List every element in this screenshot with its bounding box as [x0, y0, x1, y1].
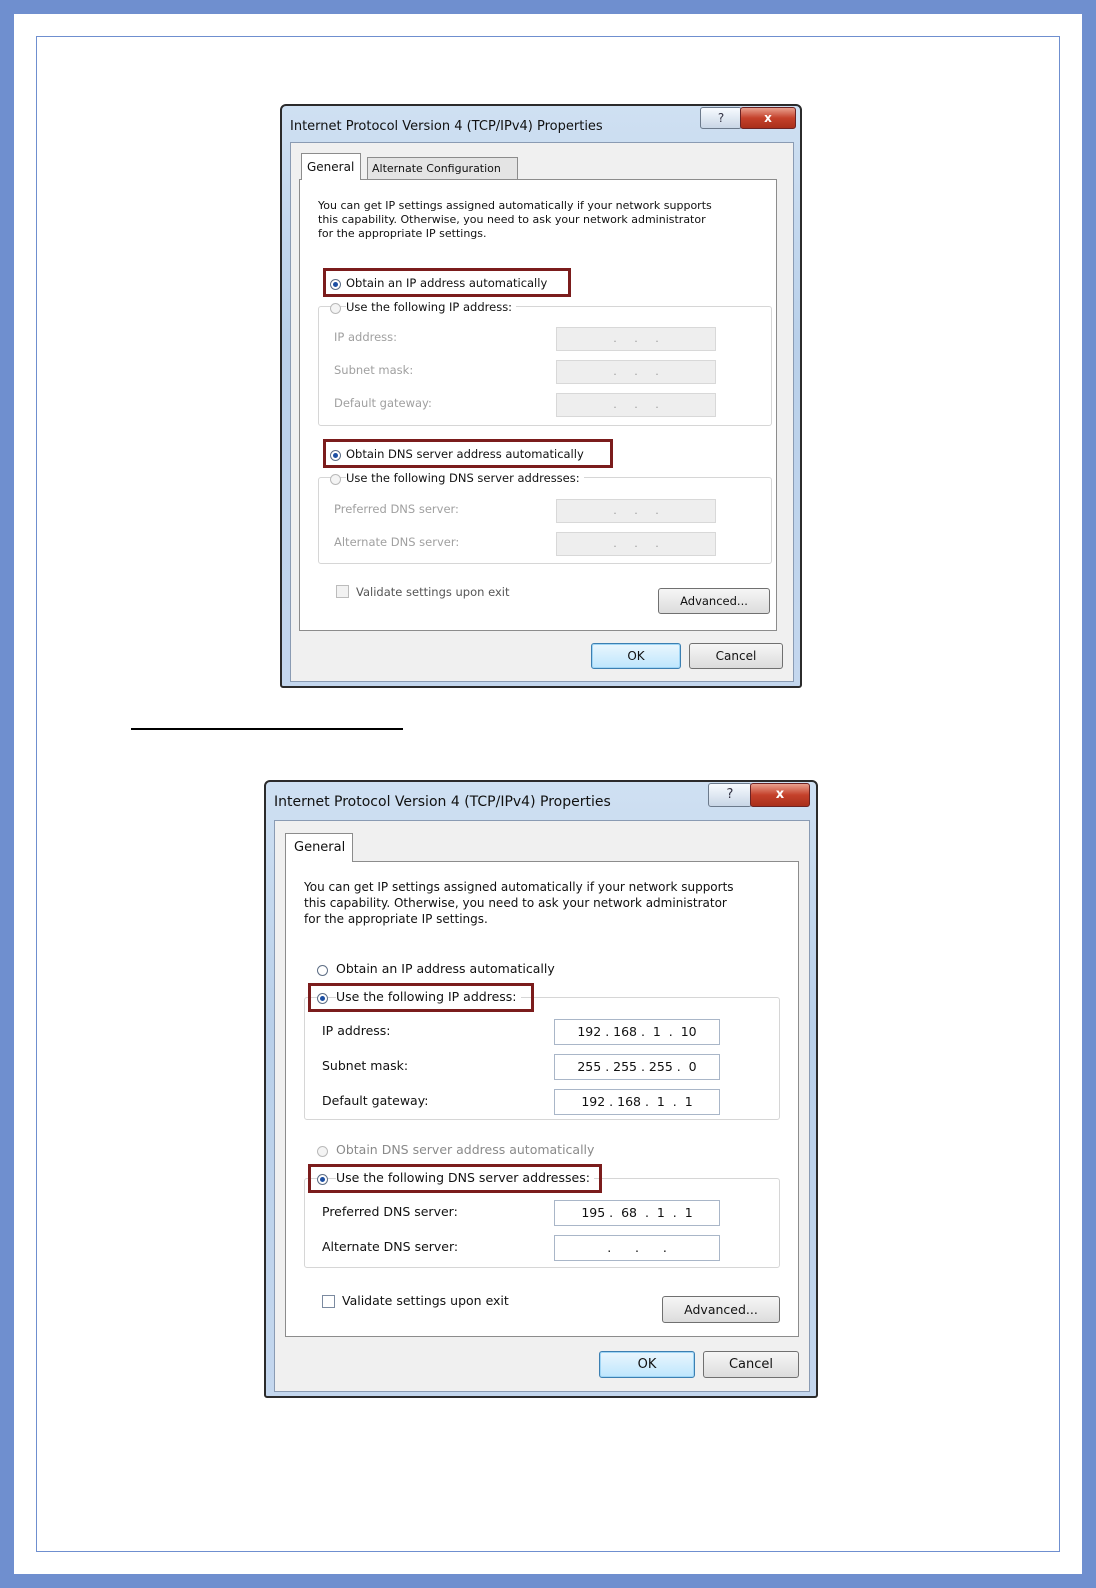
close-button[interactable]	[750, 783, 810, 807]
intro-line-1: You can get IP settings assigned automatically if your network supports	[318, 199, 712, 212]
alternate-dns-field[interactable]: . . .	[556, 532, 716, 556]
ip-address-label: IP address:	[322, 1023, 391, 1038]
default-gateway-label: Default gateway:	[334, 396, 432, 410]
highlight-obtain-dns-auto	[323, 439, 613, 468]
subnet-mask-label: Subnet mask:	[334, 363, 414, 377]
use-following-dns-label[interactable]: Use the following DNS server addresses:	[336, 1170, 594, 1185]
help-button[interactable]	[708, 783, 752, 807]
default-gateway-label: Default gateway:	[322, 1093, 429, 1108]
tab-panel	[299, 179, 777, 631]
ok-button[interactable]: OK	[599, 1351, 695, 1378]
alternate-dns-label: Alternate DNS server:	[322, 1239, 459, 1254]
section-divider-line	[131, 728, 403, 730]
obtain-dns-auto-label[interactable]: Obtain DNS server address automatically	[336, 1142, 595, 1157]
help-icon: ?	[726, 787, 734, 802]
close-icon: x	[764, 111, 772, 125]
obtain-ip-auto-label[interactable]: Obtain an IP address automatically	[336, 961, 555, 976]
use-following-ip-label[interactable]: Use the following IP address:	[336, 989, 521, 1004]
dialog-client-area	[274, 820, 810, 1392]
subnet-mask-field[interactable]: . . .	[556, 360, 716, 384]
ip-address-label: IP address:	[334, 330, 398, 344]
obtain-ip-auto-label[interactable]: Obtain an IP address automatically	[346, 276, 548, 290]
highlight-use-following-dns	[308, 1164, 602, 1193]
dialog-client-area	[290, 142, 794, 682]
obtain-ip-auto-radio[interactable]	[317, 965, 328, 976]
intro-line-1: You can get IP settings assigned automatically if your network supports	[304, 880, 734, 894]
ok-button[interactable]: OK	[591, 643, 681, 669]
help-icon: ?	[717, 111, 725, 125]
preferred-dns-label: Preferred DNS server:	[322, 1204, 458, 1219]
highlight-obtain-ip-auto	[323, 268, 571, 297]
validate-settings-checkbox[interactable]	[336, 585, 349, 598]
tab-general[interactable]: General	[301, 153, 361, 180]
title-bar[interactable]	[266, 782, 816, 816]
help-button[interactable]	[700, 107, 742, 129]
use-following-ip-label[interactable]: Use the following IP address:	[346, 300, 516, 314]
intro-line-3: for the appropriate IP settings.	[304, 912, 488, 926]
alternate-dns-label: Alternate DNS server:	[334, 535, 460, 549]
tab-general[interactable]: General	[285, 833, 353, 862]
cancel-button[interactable]: Cancel	[689, 643, 783, 669]
intro-line-2: this capability. Otherwise, you need to ask your network administrator	[304, 896, 727, 910]
preferred-dns-label: Preferred DNS server:	[334, 502, 459, 516]
use-following-dns-label[interactable]: Use the following DNS server addresses:	[346, 471, 584, 485]
intro-line-3: for the appropriate IP settings.	[318, 227, 487, 240]
ipv4-properties-dialog-manual	[264, 780, 818, 1398]
obtain-dns-auto-radio[interactable]	[317, 1146, 328, 1157]
highlight-use-following-ip	[308, 983, 534, 1012]
intro-line-2: this capability. Otherwise, you need to ask your network administrator	[318, 213, 706, 226]
obtain-dns-auto-label[interactable]: Obtain DNS server address automatically	[346, 447, 584, 461]
alternate-dns-field[interactable]: . . .	[554, 1235, 720, 1261]
cancel-button[interactable]: Cancel	[703, 1351, 799, 1378]
close-icon: x	[775, 787, 785, 802]
tab-panel	[285, 861, 799, 1337]
ip-address-field[interactable]: . . .	[556, 327, 716, 351]
preferred-dns-field[interactable]: 195 . 68 . 1 . 1	[554, 1200, 720, 1226]
preferred-dns-field[interactable]: . . .	[556, 499, 716, 523]
ipv4-properties-dialog-automatic	[280, 104, 802, 688]
subnet-mask-field[interactable]: 255 . 255 . 255 . 0	[554, 1054, 720, 1080]
subnet-mask-label: Subnet mask:	[322, 1058, 409, 1073]
ip-address-field[interactable]: 192 . 168 . 1 . 10	[554, 1019, 720, 1045]
use-following-ip-radio[interactable]	[330, 303, 341, 314]
advanced-button[interactable]: Advanced...	[662, 1296, 780, 1323]
default-gateway-field[interactable]: . . .	[556, 393, 716, 417]
close-button[interactable]	[740, 107, 796, 129]
use-following-dns-radio[interactable]	[330, 474, 341, 485]
default-gateway-field[interactable]: 192 . 168 . 1 . 1	[554, 1089, 720, 1115]
advanced-button[interactable]: Advanced...	[658, 588, 770, 614]
title-bar[interactable]	[282, 106, 800, 140]
dialog-title: Internet Protocol Version 4 (TCP/IPv4) Properties	[274, 794, 611, 810]
validate-settings-label[interactable]: Validate settings upon exit	[356, 585, 510, 599]
validate-settings-checkbox[interactable]	[322, 1295, 335, 1308]
tab-alternate-configuration[interactable]: Alternate Configuration	[367, 157, 518, 180]
validate-settings-label[interactable]: Validate settings upon exit	[342, 1293, 509, 1308]
dialog-title: Internet Protocol Version 4 (TCP/IPv4) Properties	[290, 119, 603, 134]
